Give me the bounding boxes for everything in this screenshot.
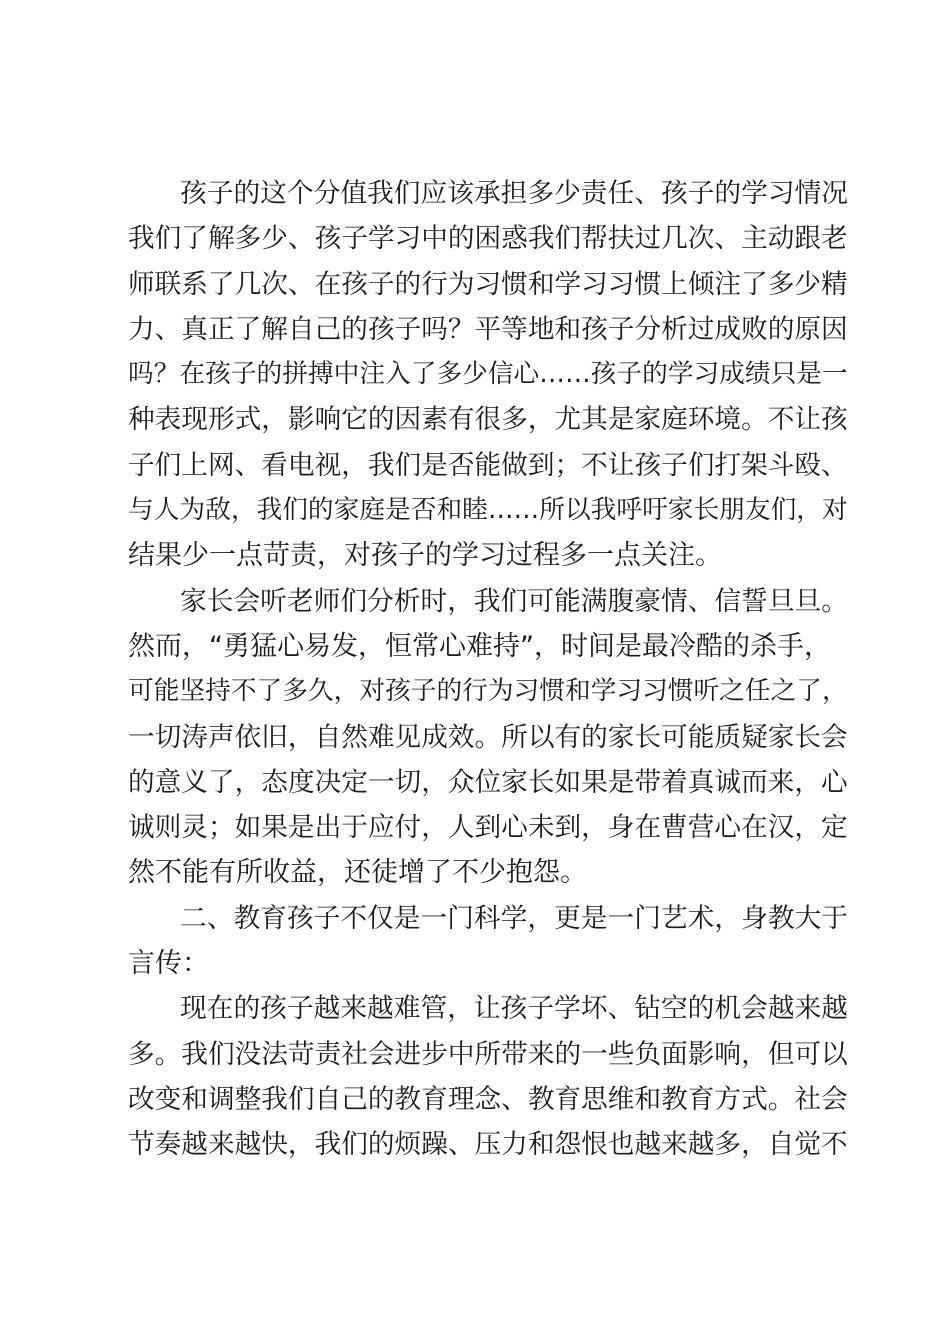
- text-line: 力、真正了解自己的孩子吗？平等地和孩子分析过成败的原因: [128, 313, 848, 345]
- document-body: [128, 171, 848, 1168]
- text-line: 诚则灵；如果是出于应付，人到心未到，身在曹营心在汉，定: [128, 812, 848, 844]
- text-line: 吗？在孩子的拼搏中注入了多少信心……孩子的学习成绩只是一: [128, 359, 848, 390]
- text-line: 的意义了，态度决定一切，众位家长如果是带着真诚而来，心: [128, 766, 848, 798]
- text-line: 多。我们没法苛责社会进步中所带来的一些负面影响，但可以: [128, 1038, 848, 1070]
- text-line: 节奏越来越快，我们的烦躁、压力和怨恨也越来越多，自觉不: [128, 1129, 848, 1161]
- text-line: 言传：: [128, 948, 209, 980]
- text-line: 然而，“勇猛心易发，恒常心难持”，时间是最冷酷的杀手，: [128, 630, 831, 662]
- text-line: 师联系了几次、在孩子的行为习惯和学习习惯上倾注了多少精: [128, 268, 848, 300]
- text-line: 种表现形式，影响它的因素有很多，尤其是家庭环境。不让孩: [128, 404, 848, 436]
- text-line: 然不能有所收益，还徒增了不少抱怨。: [128, 857, 587, 889]
- paragraph-first-line: 孩子的这个分值我们应该承担多少责任、孩子的学习情况: [180, 178, 848, 209]
- text-line: 我们了解多少、孩子学习中的困惑我们帮扶过几次、主动跟老: [128, 223, 848, 255]
- paragraph-first-line: 家长会听老师们分析时，我们可能满腹豪情、信誓旦旦。: [180, 585, 848, 617]
- text-line: 改变和调整我们自己的教育理念、教育思维和教育方式。社会: [128, 1083, 848, 1115]
- paragraph-first-line: 现在的孩子越来越难管，让孩子学坏、钻空的机会越来越: [180, 993, 848, 1025]
- paragraph-first-line: 二、教育孩子不仅是一门科学，更是一门艺术，身教大于: [180, 902, 848, 934]
- text-line: 一切涛声依旧，自然难见成效。所以有的家长可能质疑家长会: [128, 721, 848, 753]
- text-line: 与人为敌，我们的家庭是否和睦……所以我呼吁家长朋友们，对: [128, 495, 848, 526]
- text-line: 结果少一点苛责，对孩子的学习过程多一点关注。: [128, 540, 722, 572]
- text-line: 可能坚持不了多久，对孩子的行为习惯和学习习惯听之任之了，: [128, 676, 848, 707]
- text-line: 子们上网、看电视，我们是否能做到；不让孩子们打架斗殴、: [128, 449, 848, 481]
